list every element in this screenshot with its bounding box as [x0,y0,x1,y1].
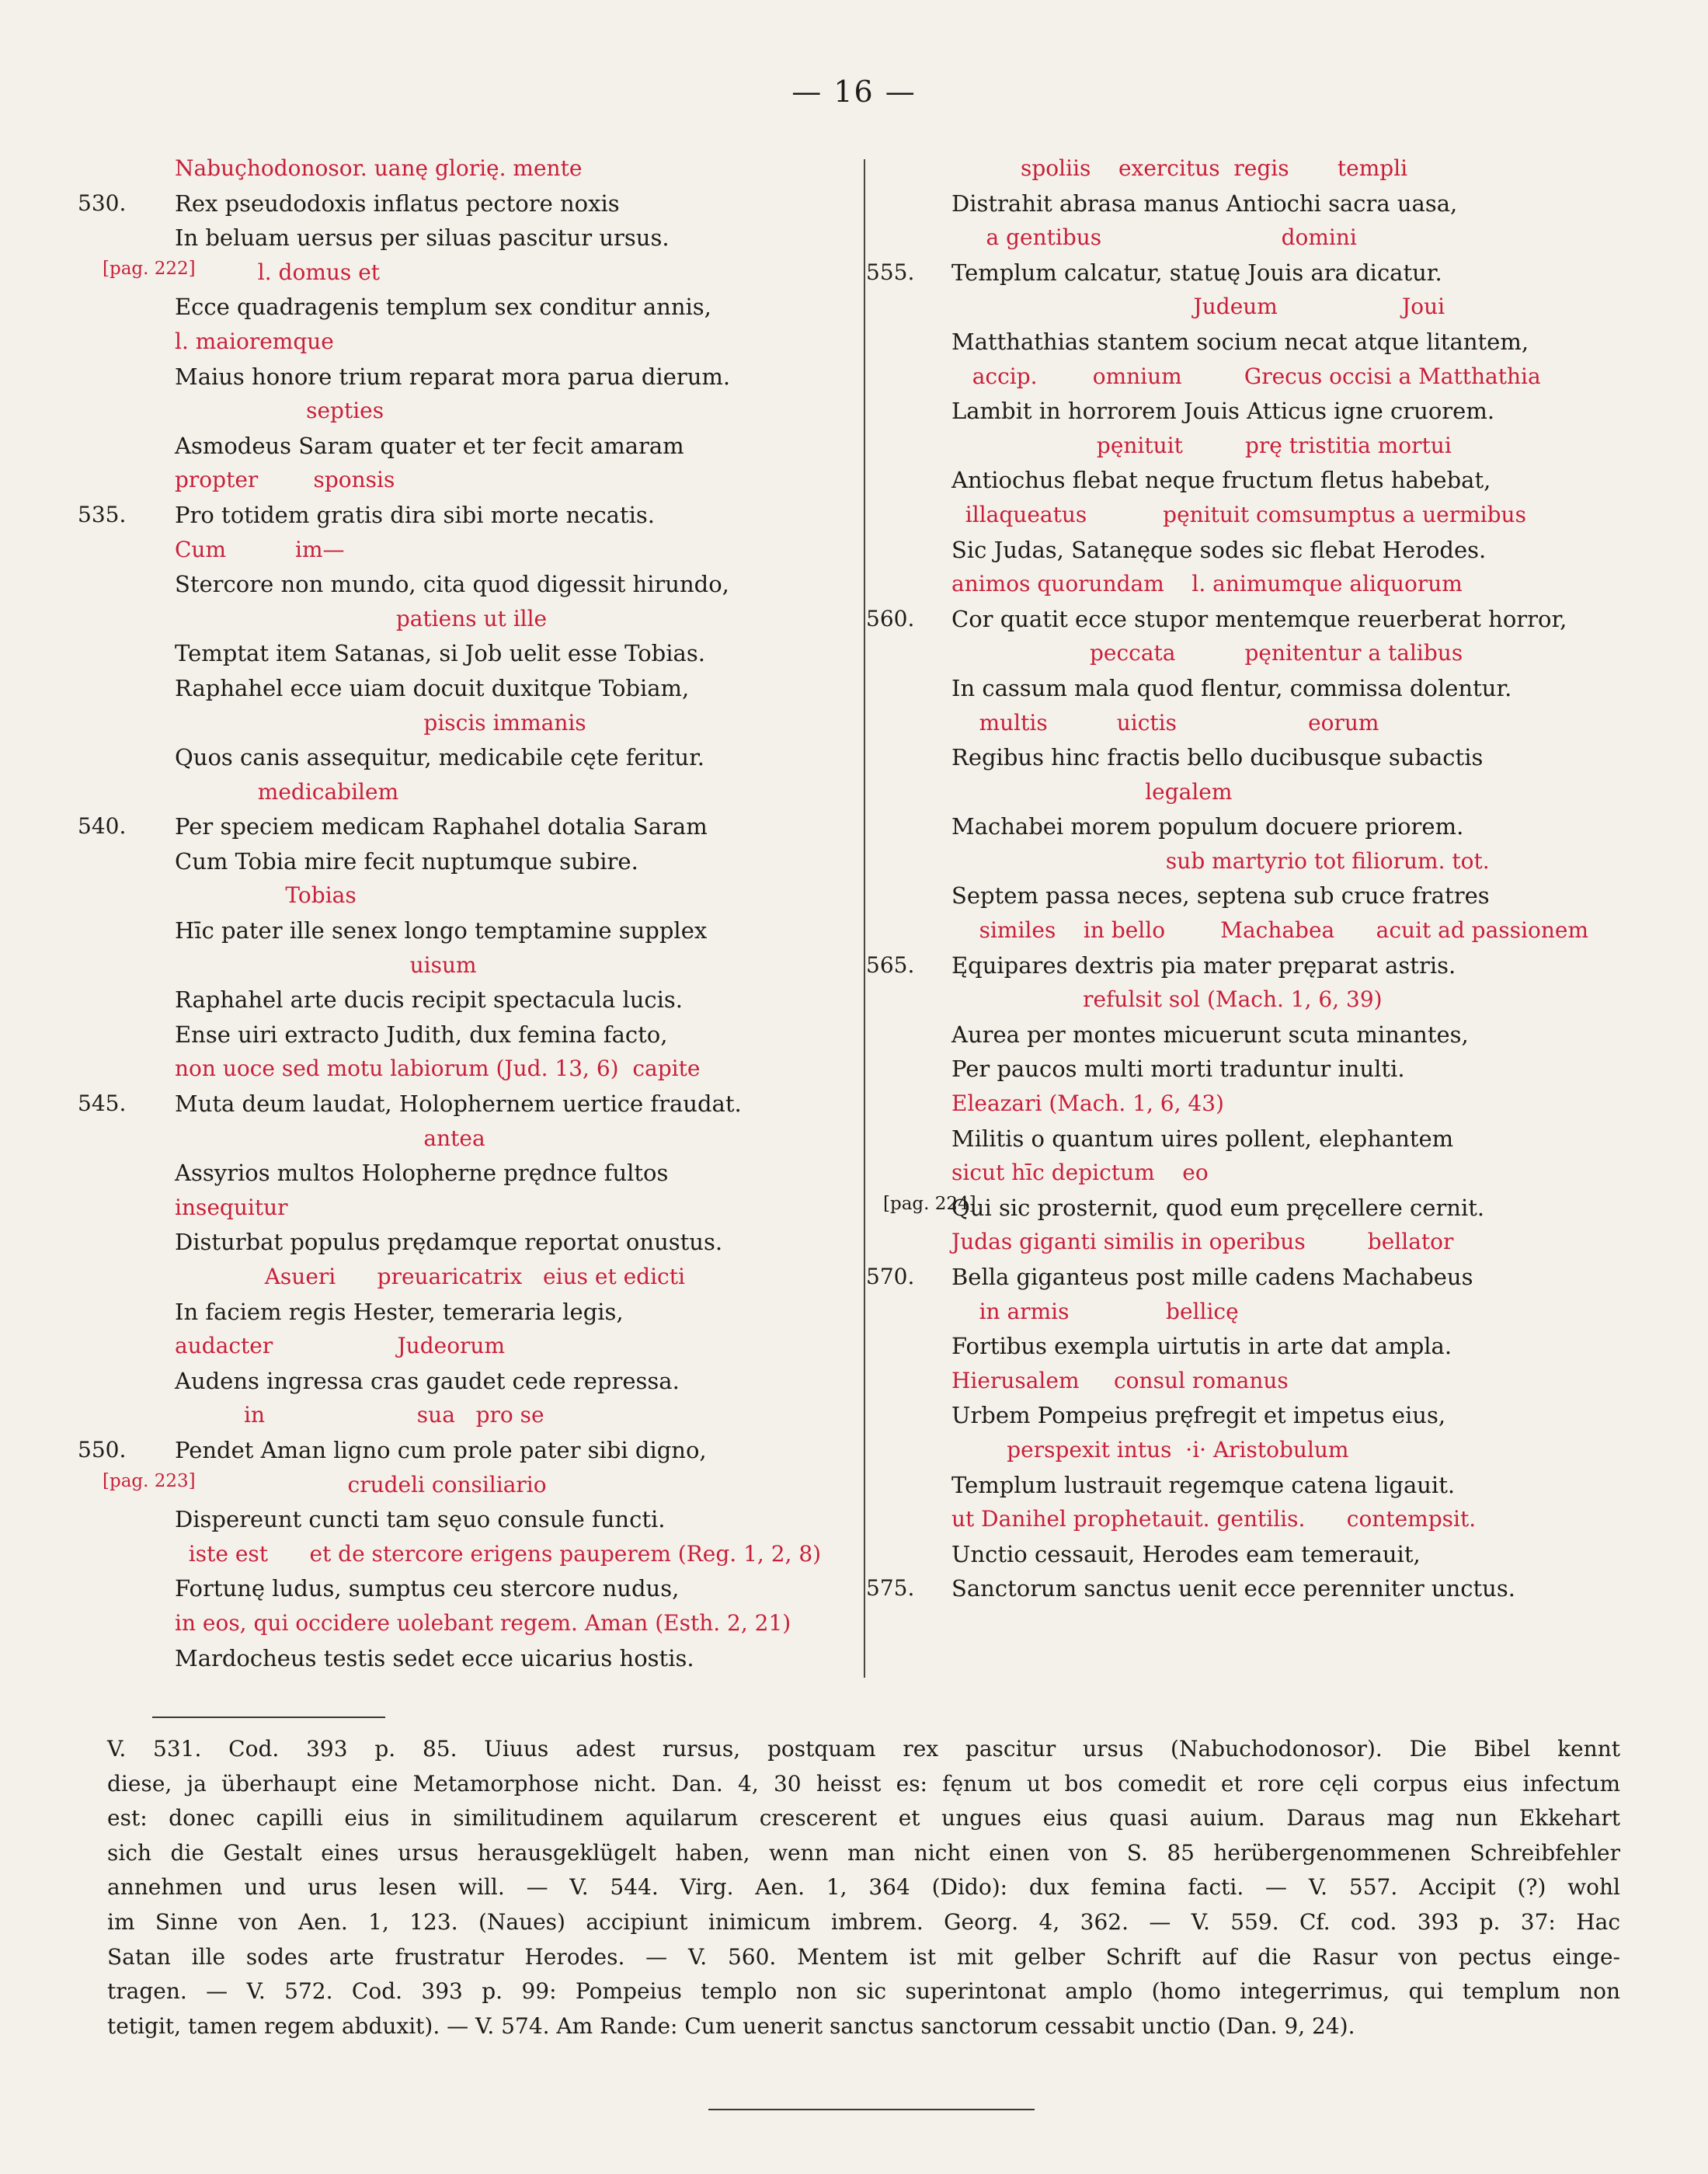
gloss-text: l. maioremque [175,328,334,354]
verse-text: In beluam uersus per siluas pascitur ursus. [175,224,670,252]
verse-line [93,567,831,602]
gloss-line [93,256,831,290]
verse-text: Septem passa neces, septena sub cruce fratres [951,882,1490,910]
verse-line [78,809,831,844]
gloss-text: patiens ut ille [175,605,548,631]
page-reference: [pag. 222] [103,258,196,279]
gloss-line [93,1468,831,1503]
verse-number: 550. [78,1436,127,1463]
verse-number: 570. [866,1264,915,1289]
verse-text: In cassum mala quod flentur, commissa dolentur. [951,674,1512,701]
verse-line [874,878,1651,913]
gloss-text: Cum im— [175,536,345,562]
verse-line [78,186,831,221]
verse-text: Per speciem medicam Raphahel dotalia Saram [175,813,708,840]
gloss-line [93,775,831,810]
gloss-text: refulsit sol (Mach. 1, 6, 39) [951,986,1383,1013]
gloss-text: Hierusalem consul romanus [951,1367,1289,1393]
verse-text: Hīc pater ille senex longo temptamine supplex [175,917,708,944]
verse-text: Sic Judas, Satanęque sodes sic flebat Herodes. [951,536,1487,563]
verse-line [93,1641,831,1676]
verse-line [93,1502,831,1537]
gloss-line [93,1052,831,1087]
verse-text: Dispereunt cuncti tam sęuo consule functi. [175,1506,666,1533]
footnote-line: tragen. — V. 572. Cod. 393 p. 99: Pompeius templo non sic superintonat amplo (homo integerrimus, qui templum non [107,1978,1620,2005]
verse-text: Asmodeus Saram quater et ter fecit amaram [175,432,684,459]
verse-line [874,1398,1651,1433]
verse-text: Temptat item Satanas, si Job uelit esse Tobias. [175,640,705,667]
verse-text: Ecce quadragenis templum sex conditur annis, [175,294,711,321]
verse-line [866,948,1651,983]
gloss-text: Nabuçhodonosor. uanę glorię. mente [175,155,583,181]
gloss-text: multis uictis eorum [951,709,1379,736]
verse-line [874,186,1651,221]
verse-line [874,1017,1651,1052]
gloss-line [874,1295,1651,1330]
verse-line [874,671,1651,706]
verse-line [93,1156,831,1191]
verse-text: Fortunę ludus, sumptus ceu stercore nudus, [175,1575,680,1602]
verse-text: Ense uiri extracto Judith, dux femina facto, [175,1021,668,1048]
footnote-line: im Sinne von Aen. 1, 123. (Naues) accipiunt inimicum imbrem. Georg. 4, 362. — V. 559. Cf. cod. 393 p. 37: Hac [107,1908,1620,1935]
verse-text: Unctio cessauit, Herodes eam temerauit, [951,1540,1421,1567]
verse-text: Cor quatit ecce stupor mentemque reuerberat horror, [951,605,1567,632]
verse-line [874,533,1651,568]
verse-text: Maius honore trium reparat mora parua dierum. [175,363,731,390]
gloss-text: ut Danihel prophetauit. gentilis. contempsit. [951,1506,1477,1532]
verse-text: Pro totidem gratis dira sibi morte necatis. [175,501,655,528]
verse-text: In faciem regis Hester, temeraria legis, [175,1298,624,1325]
footnotes [107,1732,1620,2044]
gloss-line [874,1156,1651,1191]
gloss-line [874,775,1651,810]
verse-line [93,360,831,395]
gloss-line [874,429,1651,464]
gloss-text: Judeum Joui [951,294,1445,320]
gloss-line [93,1122,831,1157]
gloss-text: Judas giganti similis in operibus bellator [951,1229,1454,1255]
verse-line [866,602,1651,637]
verse-line [93,290,831,325]
verse-line [93,671,831,706]
gloss-line [874,360,1651,395]
verse-text: Aurea per montes micuerunt scuta minantes, [951,1021,1469,1048]
footnote-line: diese, ja überhaupt eine Metamorphose nicht. Dan. 4, 30 heisst es: fęnum ut bos comedit et rore cęli corpus eius infectum [107,1770,1620,1797]
gloss-text: in sua pro se [175,1402,544,1428]
verse-line [866,256,1651,290]
verse-line [874,394,1651,429]
verse-text: Ęquipares dextris pia mater pręparat astris. [951,951,1456,979]
verse-text: Pendet Aman ligno cum prole pater sibi digno, [175,1436,707,1463]
gloss-line [93,1191,831,1226]
gloss-text: l. domus et [175,259,381,285]
gloss-line [874,1502,1651,1537]
footnote-line: Satan ille sodes arte frustratur Herodes. — V. 560. Mentem ist mit gelber Schrift auf die Rasur von pectus einge- [107,1943,1620,1970]
verse-line [866,1260,1651,1295]
gloss-text: illaqueatus pęnituit comsumptus a uermibus [951,501,1526,527]
verse-text: Cum Tobia mire fecit nuptumque subire. [175,847,638,875]
verse-line [93,983,831,1017]
verse-text: Templum lustrauit regemque catena ligauit. [951,1471,1456,1498]
gloss-line [874,706,1651,741]
page-number: — 16 — [791,75,917,109]
gloss-text: medicabilem [175,778,399,805]
gloss-text: in armis bellicę [951,1298,1239,1324]
column-divider [864,159,865,1678]
verse-text: Quos canis assequitur, medicabile cęte feritur. [175,744,704,771]
verse-number: 575. [866,1575,915,1602]
verse-text: Distrahit abrasa manus Antiochi sacra uasa, [951,190,1458,217]
verse-line [874,1122,1651,1157]
footnote-line: sich die Gestalt eines ursus herausgeklügelt haben, wenn man nicht einen von S. 85 herübergenommenen Schreibfehler [107,1839,1620,1866]
verse-text: Disturbat populus prędamque reportat onustus. [175,1229,723,1256]
verse-line [93,429,831,464]
verse-text: Regibus hinc fractis bello ducibusque subactis [951,744,1484,771]
gloss-line [93,1329,831,1364]
gloss-text: sicut hīc depictum eo [951,1160,1209,1186]
gloss-text: Tobias [175,882,357,909]
verse-line [93,1225,831,1260]
gloss-line [93,533,831,568]
gloss-line [874,290,1651,325]
verse-line [866,1571,1651,1606]
gloss-text: in eos, qui occidere uolebant regem. Aman (Esth. 2, 21) [175,1609,791,1636]
page-reference: [pag. 223] [103,1470,196,1491]
verse-line [874,1468,1651,1503]
gloss-text: uisum [175,951,477,978]
verse-text: Per paucos multi morti traduntur inulti. [951,1056,1405,1083]
gloss-line [93,151,831,186]
verse-text: Raphahel ecce uiam docuit duxitque Tobiam, [175,674,690,701]
gloss-line [874,844,1651,879]
gloss-text: Asueri preuaricatrix eius et edicti [175,1264,685,1289]
gloss-line [874,498,1651,533]
verse-line [93,913,831,948]
gloss-line [93,463,831,498]
verse-number: 545. [78,1090,127,1117]
verse-text: Bella giganteus post mille cadens Machabeus [951,1264,1473,1290]
gloss-text: septies [175,398,384,424]
verse-text: Machabei morem populum docuere priorem. [951,813,1464,840]
gloss-line [874,1225,1651,1260]
gloss-line [93,1606,831,1641]
gloss-text: crudeli consiliario [175,1471,547,1497]
verse-line [78,1433,831,1468]
verse-text: Rex pseudodoxis inflatus pectore noxis [175,190,620,217]
verse-number: 560. [866,605,915,631]
verse-line [874,1537,1651,1572]
verse-line [78,498,831,533]
verse-text: Militis o quantum uires pollent, elephantem [951,1125,1454,1152]
verse-number: 540. [78,813,127,840]
verse-line [874,1329,1651,1364]
verse-line [93,1571,831,1606]
verse-number: 555. [866,259,915,285]
gloss-text: similes in bello Machabea acuit ad passionem [951,917,1588,944]
gloss-line [93,948,831,983]
gloss-line [93,1398,831,1433]
verse-text: Lambit in horrorem Jouis Atticus igne cruorem. [951,398,1495,425]
gloss-line [874,1364,1651,1399]
verse-text: Audens ingressa cras gaudet cede repressa. [175,1367,680,1394]
gloss-text: peccata pęnitentur a talibus [951,640,1463,666]
verse-text: Antiochus flebat neque fructum fletus habebat, [951,467,1491,494]
gloss-text: animos quorundam l. animumque aliquorum [951,571,1463,597]
footnote-line: annehmen und urus lesen will. — V. 544. Virg. Aen. 1, 364 (Dido): dux femina facti. — V. 557. Accipit (?) wohl [107,1874,1620,1901]
verse-line [78,1087,831,1122]
verse-line [93,1364,831,1399]
gloss-text: legalem [951,778,1233,805]
bottom-rule [708,2109,1035,2110]
verse-line [93,1295,831,1330]
verse-line [93,740,831,775]
gloss-text: iste est et de stercore erigens pauperem (Reg. 1, 2, 8) [175,1540,822,1567]
gloss-text: a gentibus domini [951,224,1357,251]
gloss-text: audacter Judeorum [175,1333,506,1359]
footnote-line: est: donec capilli eius in similitudinem aquilarum crescerent et ungues eius quasi auium. Daraus mag nun Ekkehart [107,1805,1620,1831]
verse-line [874,1052,1651,1087]
verse-line [93,221,831,256]
gloss-text: antea [175,1125,485,1151]
verse-line [874,740,1651,775]
verse-text: Raphahel arte ducis recipit spectacula lucis. [175,986,684,1014]
verse-text: Assyrios multos Holopherne prędnce fultos [175,1160,669,1187]
verse-line [874,325,1651,360]
gloss-line [874,1087,1651,1122]
gloss-text: pęnituit prę tristitia mortui [951,432,1452,458]
verse-text: Urbem Pompeius pręfregit et impetus eius, [951,1402,1446,1429]
right-column [866,151,1651,1606]
verse-number: 530. [78,190,127,216]
verse-text: Stercore non mundo, cita quod digessit hirundo, [175,571,729,598]
verse-line [93,844,831,879]
verse-number: 535. [78,501,127,527]
gloss-line [93,325,831,360]
verse-text: Muta deum laudat, Holophernem uertice fraudat. [175,1090,742,1118]
gloss-text: piscis immanis [175,709,586,736]
verse-text: Qui sic prosternit, quod eum pręcellere cernit. [951,1194,1485,1221]
gloss-text: insequitur [175,1194,288,1220]
gloss-text: sub martyrio tot filiorum. tot. [951,847,1490,874]
gloss-line [874,221,1651,256]
verse-text: Templum calcatur, statuę Jouis ara dicatur. [951,259,1442,286]
left-column [78,151,831,1675]
gloss-text: accip. omnium Grecus occisi a Matthathia [951,363,1541,389]
gloss-line [874,636,1651,671]
verse-line [874,809,1651,844]
page-reference: [pag. 224] [883,1193,976,1214]
footnote-rule [152,1717,385,1718]
gloss-line [874,983,1651,1017]
gloss-line [93,878,831,913]
verse-line [874,1191,1651,1226]
verse-line [874,463,1651,498]
gloss-line [93,706,831,741]
gloss-line [93,602,831,637]
verse-line [93,1017,831,1052]
verse-text: Sanctorum sanctus uenit ecce perenniter unctus. [951,1575,1515,1602]
gloss-line [93,394,831,429]
gloss-line [93,1260,831,1295]
footnote-line: V. 531. Cod. 393 p. 85. Uiuus adest rursus, postquam rex pascitur ursus (Nabuchodonosor). Die Bibel kennt [107,1736,1620,1762]
gloss-line [874,1433,1651,1468]
verse-text: Matthathias stantem socium necat atque litantem, [951,328,1529,355]
gloss-line [93,1537,831,1572]
gloss-text: non uoce sed motu labiorum (Jud. 13, 6) capite [175,1056,701,1082]
gloss-text: Eleazari (Mach. 1, 6, 43) [951,1090,1224,1117]
gloss-text: perspexit intus ·i· Aristobulum [951,1436,1349,1463]
verse-text: Fortibus exempla uirtutis in arte dat ampla. [951,1333,1452,1360]
verse-number: 565. [866,951,915,978]
verse-line [93,636,831,671]
gloss-line [874,913,1651,948]
verse-text: Mardocheus testis sedet ecce uicarius hostis. [175,1644,694,1671]
gloss-text: propter sponsis [175,467,395,493]
gloss-text: spoliis exercitus regis templi [951,155,1408,181]
footnote-line: tetigit, tamen regem abduxit). — V. 574. Am Rande: Cum uenerit sanctus sanctorum cessabit unctio (Dan. 9, 24). [107,2012,1355,2039]
gloss-line [874,567,1651,602]
gloss-line [874,151,1651,186]
